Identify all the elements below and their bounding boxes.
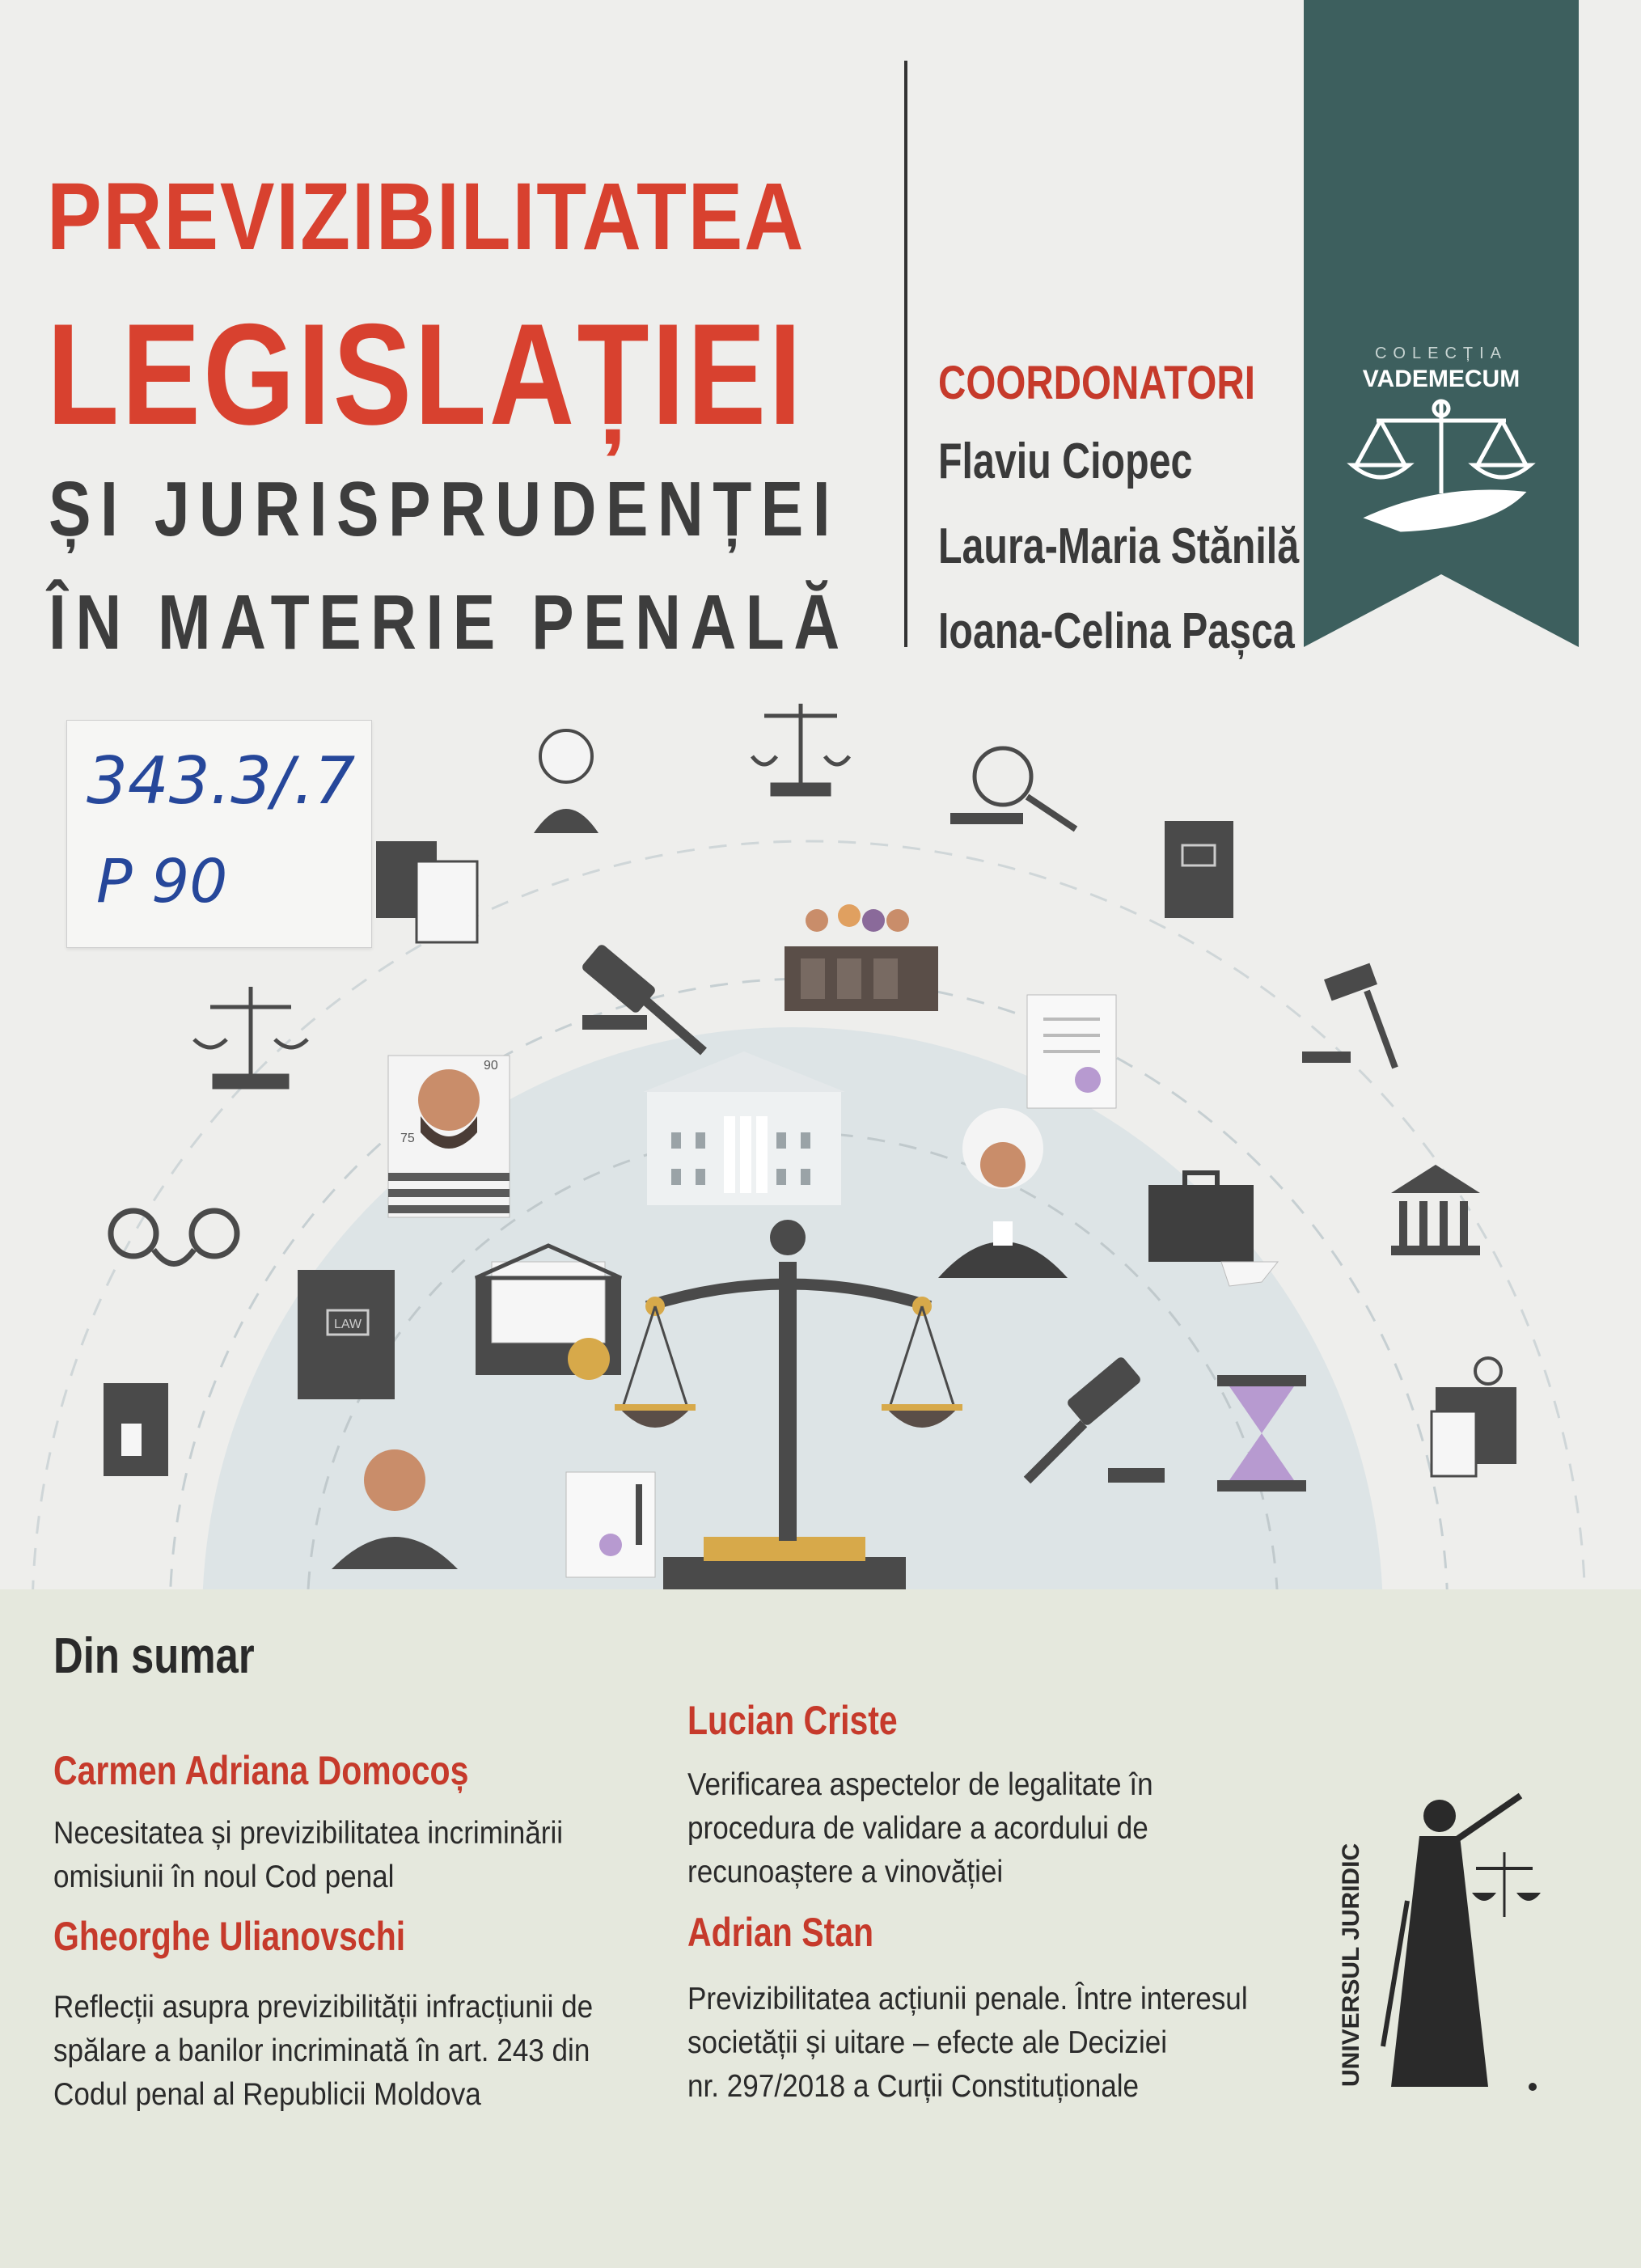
courtroom-icon xyxy=(1432,1358,1516,1476)
collection-label: COLECȚIA xyxy=(1374,345,1508,362)
collection-ribbon xyxy=(1304,0,1579,647)
gavel-icon xyxy=(581,943,704,1051)
gavel-icon xyxy=(1302,963,1395,1068)
prisoner-icon xyxy=(388,1056,510,1217)
courthouse-icon xyxy=(1391,1165,1480,1255)
lawyer-icon xyxy=(534,730,598,833)
summary-article-title: Necesitatea și previzibilitatea incriminării omisiunii în noul Cod penal xyxy=(53,1816,564,1894)
summary-author: Lucian Criste xyxy=(687,1698,898,1743)
certificate-icon xyxy=(1027,995,1116,1108)
title-line-1: PREVIZIBILITATEA xyxy=(47,163,806,270)
summary-author: Gheorghe Ulianovschi xyxy=(53,1914,406,1959)
jury-box-icon xyxy=(785,904,938,1011)
lady-justice-icon xyxy=(1383,1796,1541,2091)
title-divider xyxy=(904,61,907,647)
contract-icon xyxy=(566,1472,655,1577)
title-line-2: LEGISLAȚIEI xyxy=(47,294,805,455)
coordinators-label: COORDONATORI xyxy=(938,357,1255,409)
coordinator-name: Flaviu Ciopec xyxy=(938,434,1193,489)
title-line-4: ÎN MATERIE PENALĂ xyxy=(49,579,849,666)
library-call-number-stamp xyxy=(66,720,372,948)
law-book-label: LAW xyxy=(333,1318,362,1331)
summary-heading: Din sumar xyxy=(53,1628,255,1684)
bible-oath-icon xyxy=(104,1383,168,1476)
publisher-logo xyxy=(1326,1779,1553,2103)
summary-author: Carmen Adriana Domocoș xyxy=(53,1748,469,1793)
summary-article-title: Verificarea aspectelor de legalitate în procedura de validare a acordului de recunoaștere a vinovăției xyxy=(687,1767,1153,1889)
law-book-icon xyxy=(298,1270,395,1399)
call-number: 343.3/.7 xyxy=(87,743,356,819)
collection-name: VADEMECUM xyxy=(1362,366,1520,392)
coordinator-name: Ioana-Celina Pașca xyxy=(938,603,1295,659)
publisher-name: UNIVERSUL JURIDIC xyxy=(1338,1843,1364,2087)
scales-icon xyxy=(194,987,307,1087)
handcuffs-icon xyxy=(111,1211,237,1264)
law-book-icon xyxy=(1165,821,1233,918)
summary-article-title: Previzibilitatea acțiunii penale. Între interesul societății și uitare – efecte ale Deciziei nr. 297/2018 a Curții Constituționale xyxy=(687,1982,1248,2104)
summary-author: Adrian Stan xyxy=(687,1910,874,1955)
envelope-icon xyxy=(476,1246,621,1380)
call-number-code: P 90 xyxy=(96,847,228,916)
fingerprint-icon xyxy=(950,748,1076,829)
documents-icon xyxy=(376,841,477,942)
summary-article-title: Reflecții asupra previzibilității infracțiunii de spălare a banilor incriminată în art. 243 din Codul penal al Republicii Moldova xyxy=(53,1990,594,2112)
prisoner-number-side: 75 xyxy=(400,1132,415,1145)
scales-icon xyxy=(752,704,849,794)
coordinator-name: Laura-Maria Stănilă xyxy=(938,518,1300,574)
title-line-3: ȘI JURISPRUDENȚEI xyxy=(49,466,840,552)
prisoner-number-top: 90 xyxy=(484,1059,498,1073)
